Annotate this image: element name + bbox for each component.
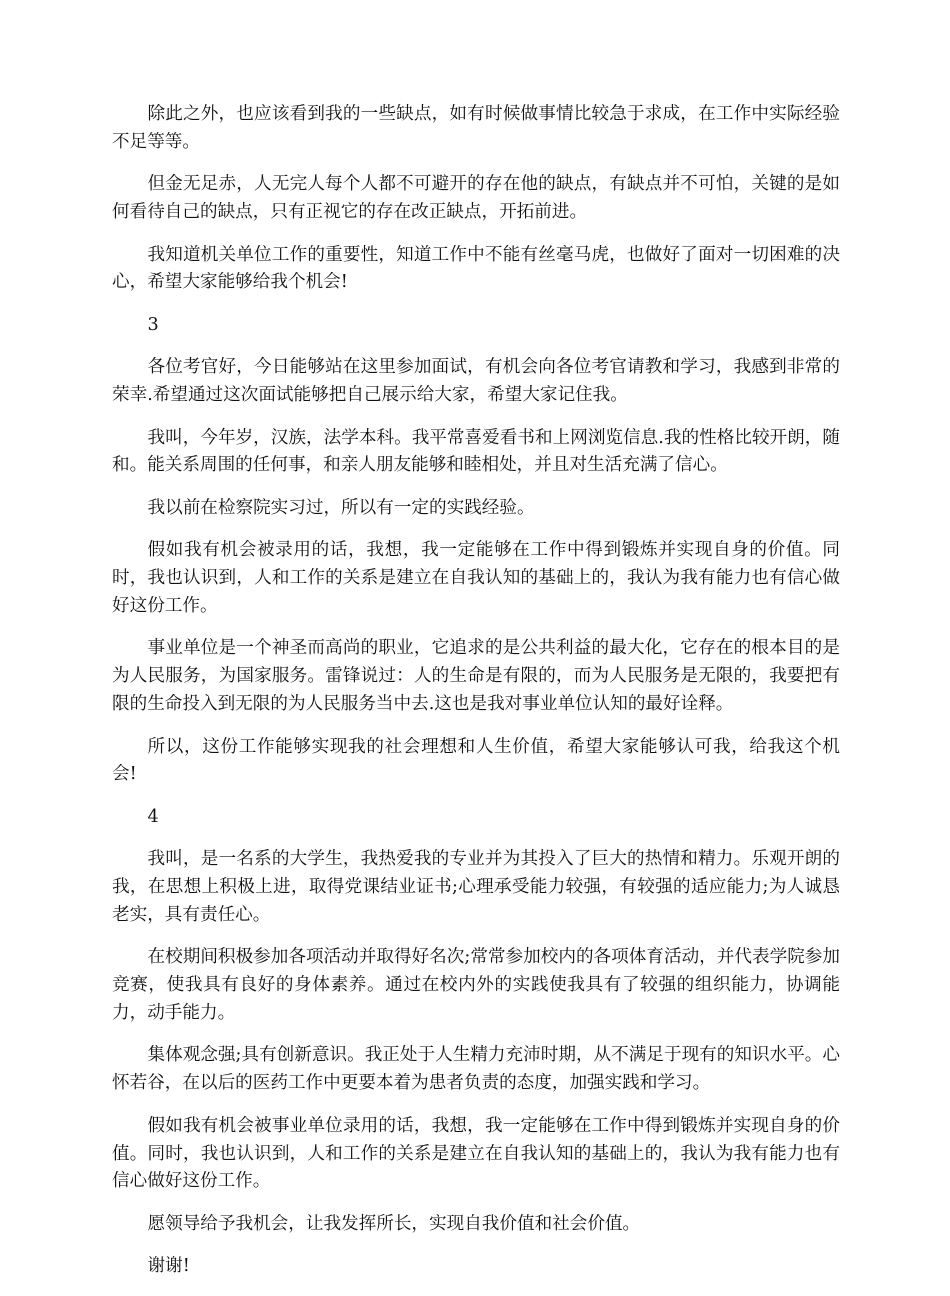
paragraph-student-intro: 我叫，是一名系的大学生，我热爱我的专业并为其投入了巨大的热情和精力。乐观开朗的我，在思想上积极上进，取得党课结业证书;心理承受能力较强，有较强的适应能力;为人诚恳老实，具有责任心。	[112, 849, 840, 925]
paragraph-team-spirit: 集体观念强;具有创新意识。我正处于人生精力充沛时期，从不满足于现有的知识水平。心怀若谷，在以后的医药工作中更要本着为患者负责的态度，加强实践和学习。	[112, 1045, 840, 1094]
document-page	[112, 101, 840, 1296]
paragraph-thanks: 谢谢!	[147, 1256, 190, 1277]
paragraph-public-service: 事业单位是一个神圣而高尚的职业，它追求的是公共利益的最大化，它存在的根本目的是为人民服务，为国家服务。雷锋说过：人的生命是有限的，而为人民服务是无限的，我要把有限的生命投入到无限的为人民服务当中去.这也是我对事业单位认知的最好诠释。	[112, 638, 840, 715]
section-number-4: 4	[147, 806, 159, 827]
paragraph-school-activities: 在校期间积极参加各项活动并取得好名次;常常参加校内的各项体育活动，并代表学院参加竞赛，使我具有良好的身体素养。通过在校内外的实践使我具有了较强的组织能力，协调能力，动手能力。	[112, 947, 840, 1023]
paragraph-no-one-perfect: 但金无足赤，人无完人每个人都不可避开的存在他的缺点，有缺点并不可怕，关键的是如何看待自己的缺点，只有正视它的存在改正缺点，开拓前进。	[112, 174, 840, 223]
paragraph-greeting: 各位考官好，今日能够站在这里参加面试，有机会向各位考官请教和学习，我感到非常的荣幸.希望通过这次面试能够把自己展示给大家，希望大家记住我。	[112, 357, 840, 406]
section-number-3: 3	[147, 314, 159, 335]
paragraph-self-intro: 我叫，今年岁，汉族，法学本科。我平常喜爱看书和上网浏览信息.我的性格比较开朗，随和。能关系周围的任何事，和亲人朋友能够和睦相处，并且对生活充满了信心。	[112, 427, 840, 476]
paragraph-shortcomings: 除此之外，也应该看到我的一些缺点，如有时候做事情比较急于求成，在工作中实际经验不足等等。	[112, 104, 840, 152]
paragraph-internship: 我以前在检察院实习过，所以有一定的实践经验。	[147, 497, 535, 518]
paragraph-closing-3: 所以，这份工作能够实现我的社会理想和人生价值，希望大家能够认可我，给我这个机会!	[112, 736, 840, 785]
paragraph-if-hired: 假如我有机会被录用的话，我想，我一定能够在工作中得到锻炼并实现自身的价值。同时，我也认识到，人和工作的关系是建立在自我认知的基础上的，我认为我有能力也有信心做好这份工作。	[112, 540, 840, 616]
paragraph-determination: 我知道机关单位工作的重要性，知道工作中不能有丝毫马虎，也做好了面对一切困难的决心，希望大家能够给我个机会!	[112, 244, 840, 293]
paragraph-if-hired-unit: 假如我有机会被事业单位录用的话，我想，我一定能够在工作中得到锻炼并实现自身的价值。同时，我也认识到，人和工作的关系是建立在自我认知的基础上的，我认为我有能力也有信心做好这份工作。	[112, 1115, 840, 1192]
paragraph-request-opportunity: 愿领导给予我机会，让我发挥所长，实现自我价值和社会价值。	[147, 1213, 641, 1234]
